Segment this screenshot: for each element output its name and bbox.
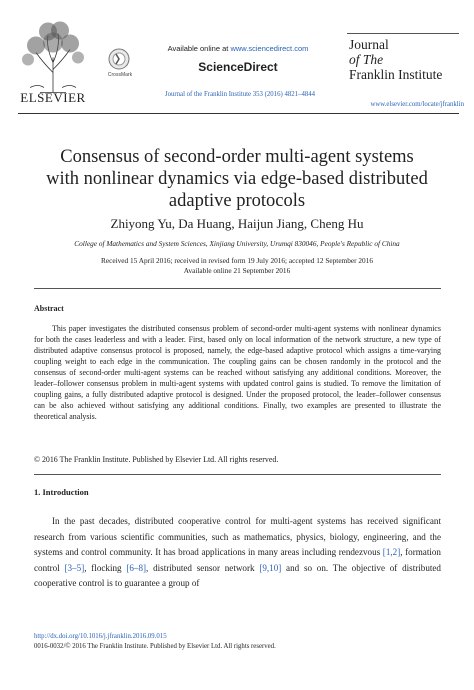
abstract-paragraph: This paper investigates the distributed consensus problem of second-order multi-agent systems with nonlinear dynamics for both the cases leaderless and with a leader. First, based only on local information of the network structure, a new type of distributed adaptive consensus protocol is proposed, namely, the edge-based adaptive protocol which assigns a time-varying coupling weight to each edge in the communication. The coupling gains can be chosen randomly in the protocol and the consensus of second-order multi-agent systems can be reached without satisfying any additional conditions. Moreover, the leader–follower consensus problem in multi-agent systems with updated control gains is studied. To remove the limitation of coupling gains, a fully distributed adaptive protocol is designed. Under the proposed protocol, the leader–follower consensus can be also achieved without satisfying any additional conditions. Finally, two examples are presented to illustrate the theoretical analysis. bbox=[34, 324, 441, 421]
author-list: Zhiyong Yu, Da Huang, Haijun Jiang, Cheng Hu bbox=[110, 216, 364, 231]
article-dates bbox=[30, 256, 444, 276]
copyright-notice: © 2016 The Franklin Institute. Published by Elsevier Ltd. All rights reserved. bbox=[34, 455, 279, 464]
intro-text-c: , flocking bbox=[84, 562, 127, 573]
abstract-heading: Abstract bbox=[34, 304, 64, 313]
citation-link[interactable]: [1,2] bbox=[382, 547, 401, 557]
affiliation: College of Mathematics and System Sciences, Xinjiang University, Urumqi 830046, People's Republic of China bbox=[74, 239, 400, 248]
title-line2: with nonlinear dynamics via edge-based distributed bbox=[46, 169, 428, 189]
journal-homepage-link[interactable]: www.elsevier.com/locate/jfranklin bbox=[370, 101, 464, 108]
availability-line bbox=[148, 44, 328, 53]
introduction-paragraph bbox=[34, 514, 441, 592]
title-line1: Consensus of second-order multi-agent systems bbox=[60, 147, 414, 167]
issn-copyright: 0016-0032/© 2016 The Franklin Institute. Published by Elsevier Ltd. All rights reserved. bbox=[34, 643, 276, 650]
intro-text-b: , formation control bbox=[34, 547, 441, 573]
received-dates: Received 15 April 2016; received in revised form 19 July 2016; accepted 12 September 2016 bbox=[101, 256, 373, 265]
journal-title-rule bbox=[347, 33, 459, 34]
abstract-text bbox=[34, 323, 441, 422]
intro-text-d: , distributed sensor network bbox=[146, 562, 260, 573]
journal-title bbox=[349, 37, 459, 82]
journal-citation-link[interactable]: Journal of the Franklin Institute 353 (2016) 4821–4844 bbox=[164, 91, 316, 98]
introduction-text bbox=[34, 514, 441, 592]
crossmark-icon[interactable] bbox=[108, 48, 130, 70]
abstract-bottom-rule bbox=[34, 474, 441, 475]
citation-link[interactable]: [9,10] bbox=[259, 562, 282, 573]
platform-name: ScienceDirect bbox=[198, 60, 278, 74]
intro-text-a: In the past decades, distributed cooperative control for multi-agent systems has received significant research from various scientific communities, such as mathematics, physics, biology, engineering, and the systems and control community. It has broad applications in many areas including rendezvous bbox=[34, 516, 441, 557]
title-line3: adaptive protocols bbox=[168, 191, 306, 211]
publisher-name: ELSEVIER bbox=[20, 90, 86, 105]
header-divider bbox=[18, 113, 459, 114]
crossmark-label: CrossMark bbox=[107, 72, 133, 78]
journal-title-line1: Journal bbox=[349, 37, 389, 52]
citation-link[interactable]: [3–5] bbox=[64, 562, 85, 573]
citation-link[interactable]: [6–8] bbox=[126, 562, 147, 573]
sciencedirect-link[interactable]: www.sciencedirect.com bbox=[230, 44, 309, 53]
article-title bbox=[30, 146, 444, 212]
available-date: Available online 21 September 2016 bbox=[183, 266, 291, 275]
journal-title-line3: Franklin Institute bbox=[349, 67, 443, 82]
section-heading: 1. Introduction bbox=[34, 487, 89, 497]
journal-title-line2: of The bbox=[349, 52, 384, 67]
intro-text-e: and so on. The objective of distributed cooperative control is to guarantee a group of bbox=[34, 562, 441, 588]
doi-link[interactable]: http://dx.doi.org/10.1016/j.jfranklin.2016.09.015 bbox=[34, 633, 167, 640]
abstract-top-rule bbox=[34, 288, 441, 289]
availability-prefix: Available online at bbox=[167, 44, 231, 53]
